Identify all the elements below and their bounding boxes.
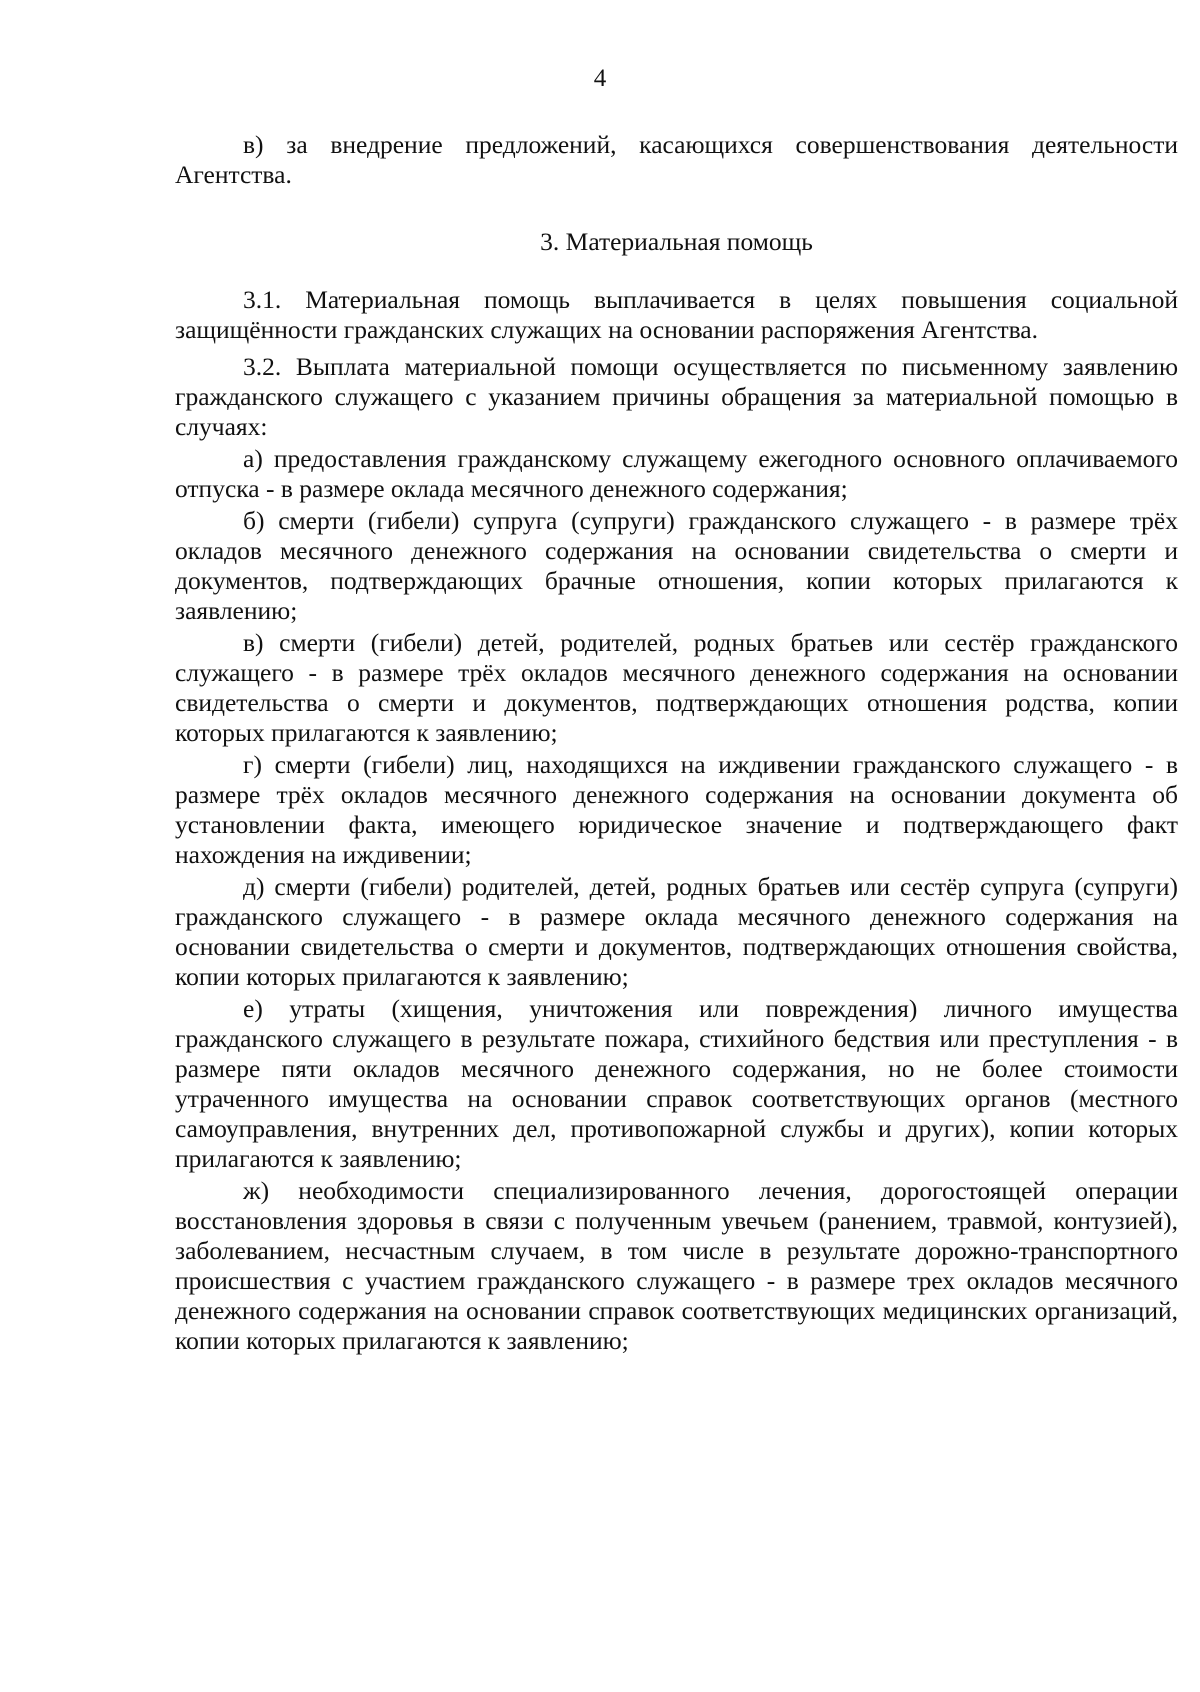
document-body	[175, 130, 1178, 1356]
paragraph-incentive-v: в) за внедрение предложений, касающихся совершенствования деятельности Агентства.	[175, 130, 1178, 189]
list-item-v: в) смерти (гибели) детей, родителей, родных братьев или сестёр гражданского служащего - в размере трёх окладов месячного денежного содержания на основании свидетельства о смерти и документов, подтверждающих отношения родства, копии которых прилагаются к заявлению;	[175, 628, 1178, 747]
section-heading: 3. Материальная помощь	[540, 227, 813, 256]
paragraph-3-1: 3.1. Материальная помощь выплачивается в целях повышения социальной защищённости гражданских служащих на основании распоряжения Агентства.	[175, 285, 1178, 344]
paragraph-3-2: 3.2. Выплата материальной помощи осуществляется по письменному заявлению гражданского служащего с указанием причины обращения за материальной помощью в случаях:	[175, 352, 1178, 441]
list-item-zh: ж) необходимости специализированного лечения, дорогостоящей операции восстановления здоровья в связи с полученным увечьем (ранением, травмой, контузией), заболеванием, несчастным случаем, в том числе в результате дорожно-транспортного происшествия с участием гражданского служащего - в размере трех окладов месячного денежного содержания на основании справок соответствующих медицинских организаций, копии которых прилагаются к заявлению;	[175, 1176, 1178, 1355]
list-item-d: д) смерти (гибели) родителей, детей, родных братьев или сестёр супруга (супруги) гражданского служащего - в размере оклада месячного денежного содержания на основании свидетельства о смерти и документов, подтверждающих отношения свойства, копии которых прилагаются к заявлению;	[175, 872, 1178, 991]
list-item-g: г) смерти (гибели) лиц, находящихся на иждивении гражданского служащего - в размере трёх окладов месячного денежного содержания на основании документа об установлении факта, имеющего юридическое значение и подтверждающего факт нахождения на иждивении;	[175, 750, 1178, 869]
page-number: 4	[593, 65, 607, 92]
list-item-e: е) утраты (хищения, уничтожения или повреждения) личного имущества гражданского служащего в результате пожара, стихийного бедствия или преступления - в размере пяти окладов месячного денежного содержания, но не более стоимости утраченного имущества на основании справок соответствующих органов (местного самоуправления, внутренних дел, противопожарной службы и других), копии которых прилагаются к заявлению;	[175, 994, 1178, 1173]
list-item-a: а) предоставления гражданскому служащему ежегодного основного оплачиваемого отпуска - в размере оклада месячного денежного содержания;	[175, 444, 1178, 503]
list-item-b: б) смерти (гибели) супруга (супруги) гражданского служащего - в размере трёх окладов месячного денежного содержания на основании свидетельства о смерти и документов, подтверждающих брачные отношения, копии которых прилагаются к заявлению;	[175, 506, 1178, 625]
